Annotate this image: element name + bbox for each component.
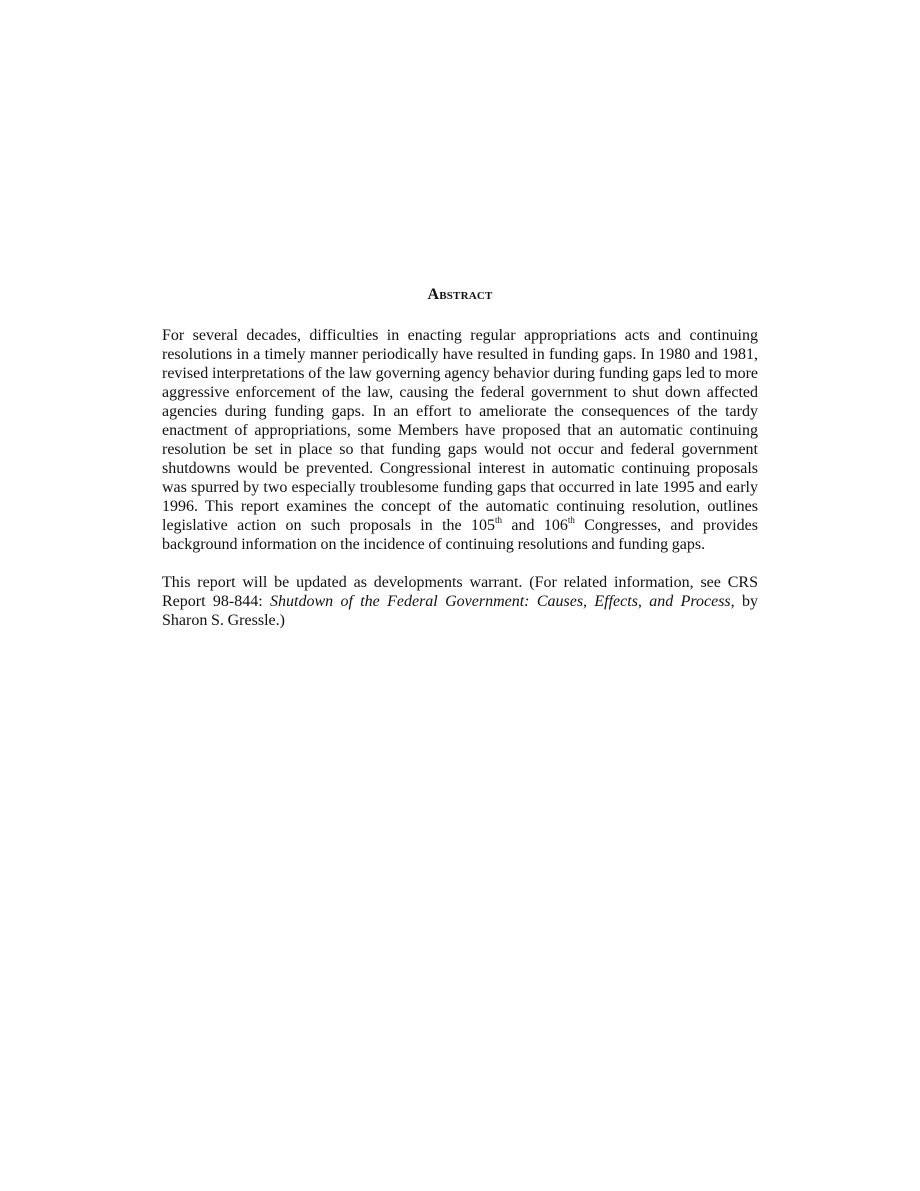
superscript-105th: th bbox=[495, 514, 503, 525]
paragraph-1-text-b: and 106 bbox=[502, 517, 568, 534]
abstract-heading: Abstract bbox=[427, 286, 493, 303]
abstract-paragraph-1 bbox=[162, 326, 758, 554]
superscript-106th: th bbox=[567, 514, 575, 525]
paragraph-1-text-a: For several decades, difficulties in enacting regular appropriations acts and continuing resolutions in a timely manner periodically have resulted in funding gaps. In 1980 and 1981, revised interpretations of the law governing agency behavior during funding gaps led to more aggressive enforcement of the law, causing the federal government to shut down affected agencies during funding gaps. In an effort to ameliorate the consequences of the tardy enactment of appropriations, some Members have proposed that an automatic continuing resolution be set in place so that funding gaps would not occur and federal government shutdowns would be prevented. Congressional interest in automatic continuing proposals was spurred by two especially troublesome funding gaps that occurred in late 1995 and early 1996. This report examines the concept of the automatic continuing resolution, outlines legislative action on such proposals in the 105 bbox=[162, 327, 758, 534]
report-title: Shutdown of the Federal Government: Causes, Effects, and Process bbox=[270, 593, 731, 610]
paragraph-2-text-b: , by Sharon S. Gressle.) bbox=[162, 593, 759, 629]
paragraph-1-text-c: Congresses, and provides background information on the incidence of continuing resolutions and funding gaps. bbox=[162, 517, 758, 553]
document-page bbox=[162, 284, 758, 649]
paragraph-2-text-a: This report will be updated as developments warrant. (For related information, see CRS Report 98-844: bbox=[162, 574, 758, 610]
abstract-paragraph-2 bbox=[162, 573, 758, 630]
